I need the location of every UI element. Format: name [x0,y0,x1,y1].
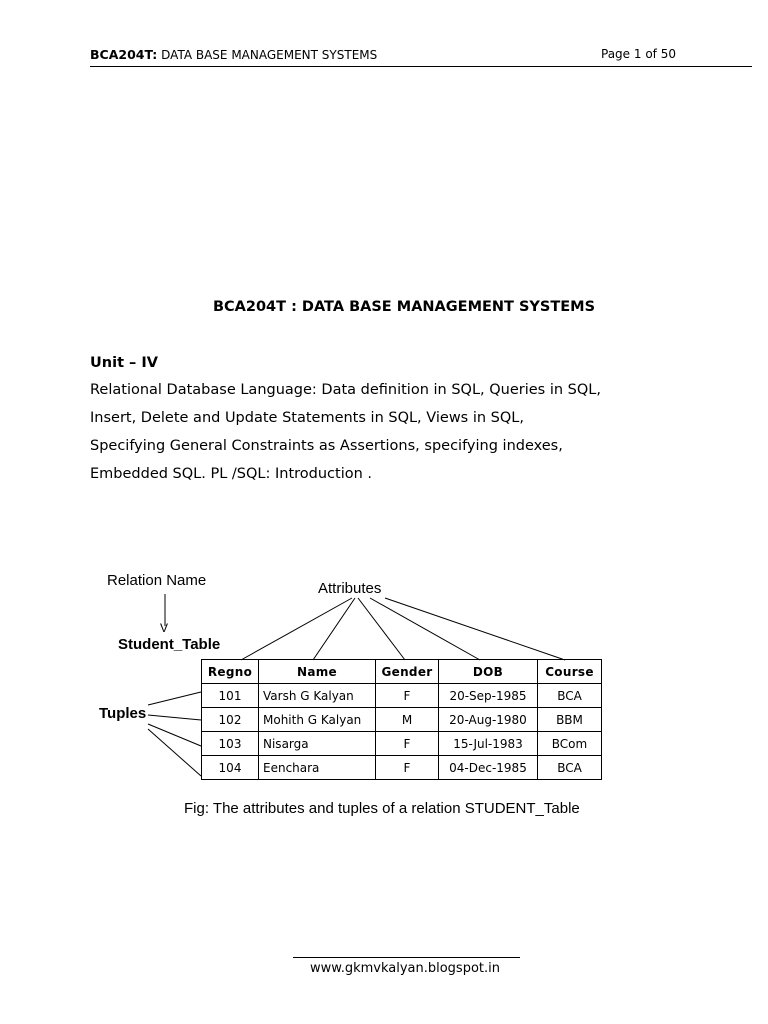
cell-course: BCom [538,732,602,756]
syllabus-line: Specifying General Constraints as Assertions, specifying indexes, [90,438,563,454]
cell-dob: 20-Aug-1980 [439,708,538,732]
cell-dob: 04-Dec-1985 [439,756,538,780]
cell-regno: 102 [202,708,259,732]
cell-dob: 15-Jul-1983 [439,732,538,756]
table-name-label: Student_Table [118,636,221,653]
cell-regno: 104 [202,756,259,780]
column-header-course: Course [538,660,602,684]
column-header-dob: DOB [439,660,538,684]
tuples-label: Tuples [99,705,147,722]
footer-divider [293,957,520,958]
relation-name-label: Relation Name [107,572,207,589]
cell-dob: 20-Sep-1985 [439,684,538,708]
cell-name: Eenchara [259,756,376,780]
page-number: Page 1 of 50 [601,47,676,61]
cell-course: BCA [538,684,602,708]
page-header [90,46,752,67]
cell-gender: F [376,684,439,708]
cell-regno: 103 [202,732,259,756]
header-subject: DATA BASE MANAGEMENT SYSTEMS [161,48,378,62]
cell-name: Nisarga [259,732,376,756]
header-course [90,47,377,62]
cell-course: BCA [538,756,602,780]
header-code: BCA204T: [90,47,158,62]
footer-url: www.gkmvkalyan.blogspot.in [309,961,500,976]
cell-gender: M [376,708,439,732]
table-row [202,732,602,756]
cell-gender: F [376,732,439,756]
arrow-head: V [160,621,169,635]
cell-regno: 101 [202,684,259,708]
column-header-gender: Gender [376,660,439,684]
table-row [202,708,602,732]
cell-name: Varsh G Kalyan [259,684,376,708]
table-row [202,756,602,780]
table-row [202,684,602,708]
document-title: BCA204T : DATA BASE MANAGEMENT SYSTEMS [212,299,596,315]
syllabus-line: Relational Database Language: Data definition in SQL, Queries in SQL, [90,382,601,398]
attributes-label: Attributes [318,580,382,597]
figure-caption: Fig: The attributes and tuples of a relation STUDENT_Table [184,800,580,817]
syllabus-line: Embedded SQL. PL /SQL: Introduction . [90,466,372,482]
cell-name: Mohith G Kalyan [259,708,376,732]
cell-gender: F [376,756,439,780]
table-header-row [202,660,602,684]
column-header-name: Name [259,660,376,684]
unit-heading: Unit – IV [90,355,158,371]
student-table [201,659,602,780]
cell-course: BBM [538,708,602,732]
column-header-regno: Regno [202,660,259,684]
syllabus-line: Insert, Delete and Update Statements in SQL, Views in SQL, [90,410,524,426]
